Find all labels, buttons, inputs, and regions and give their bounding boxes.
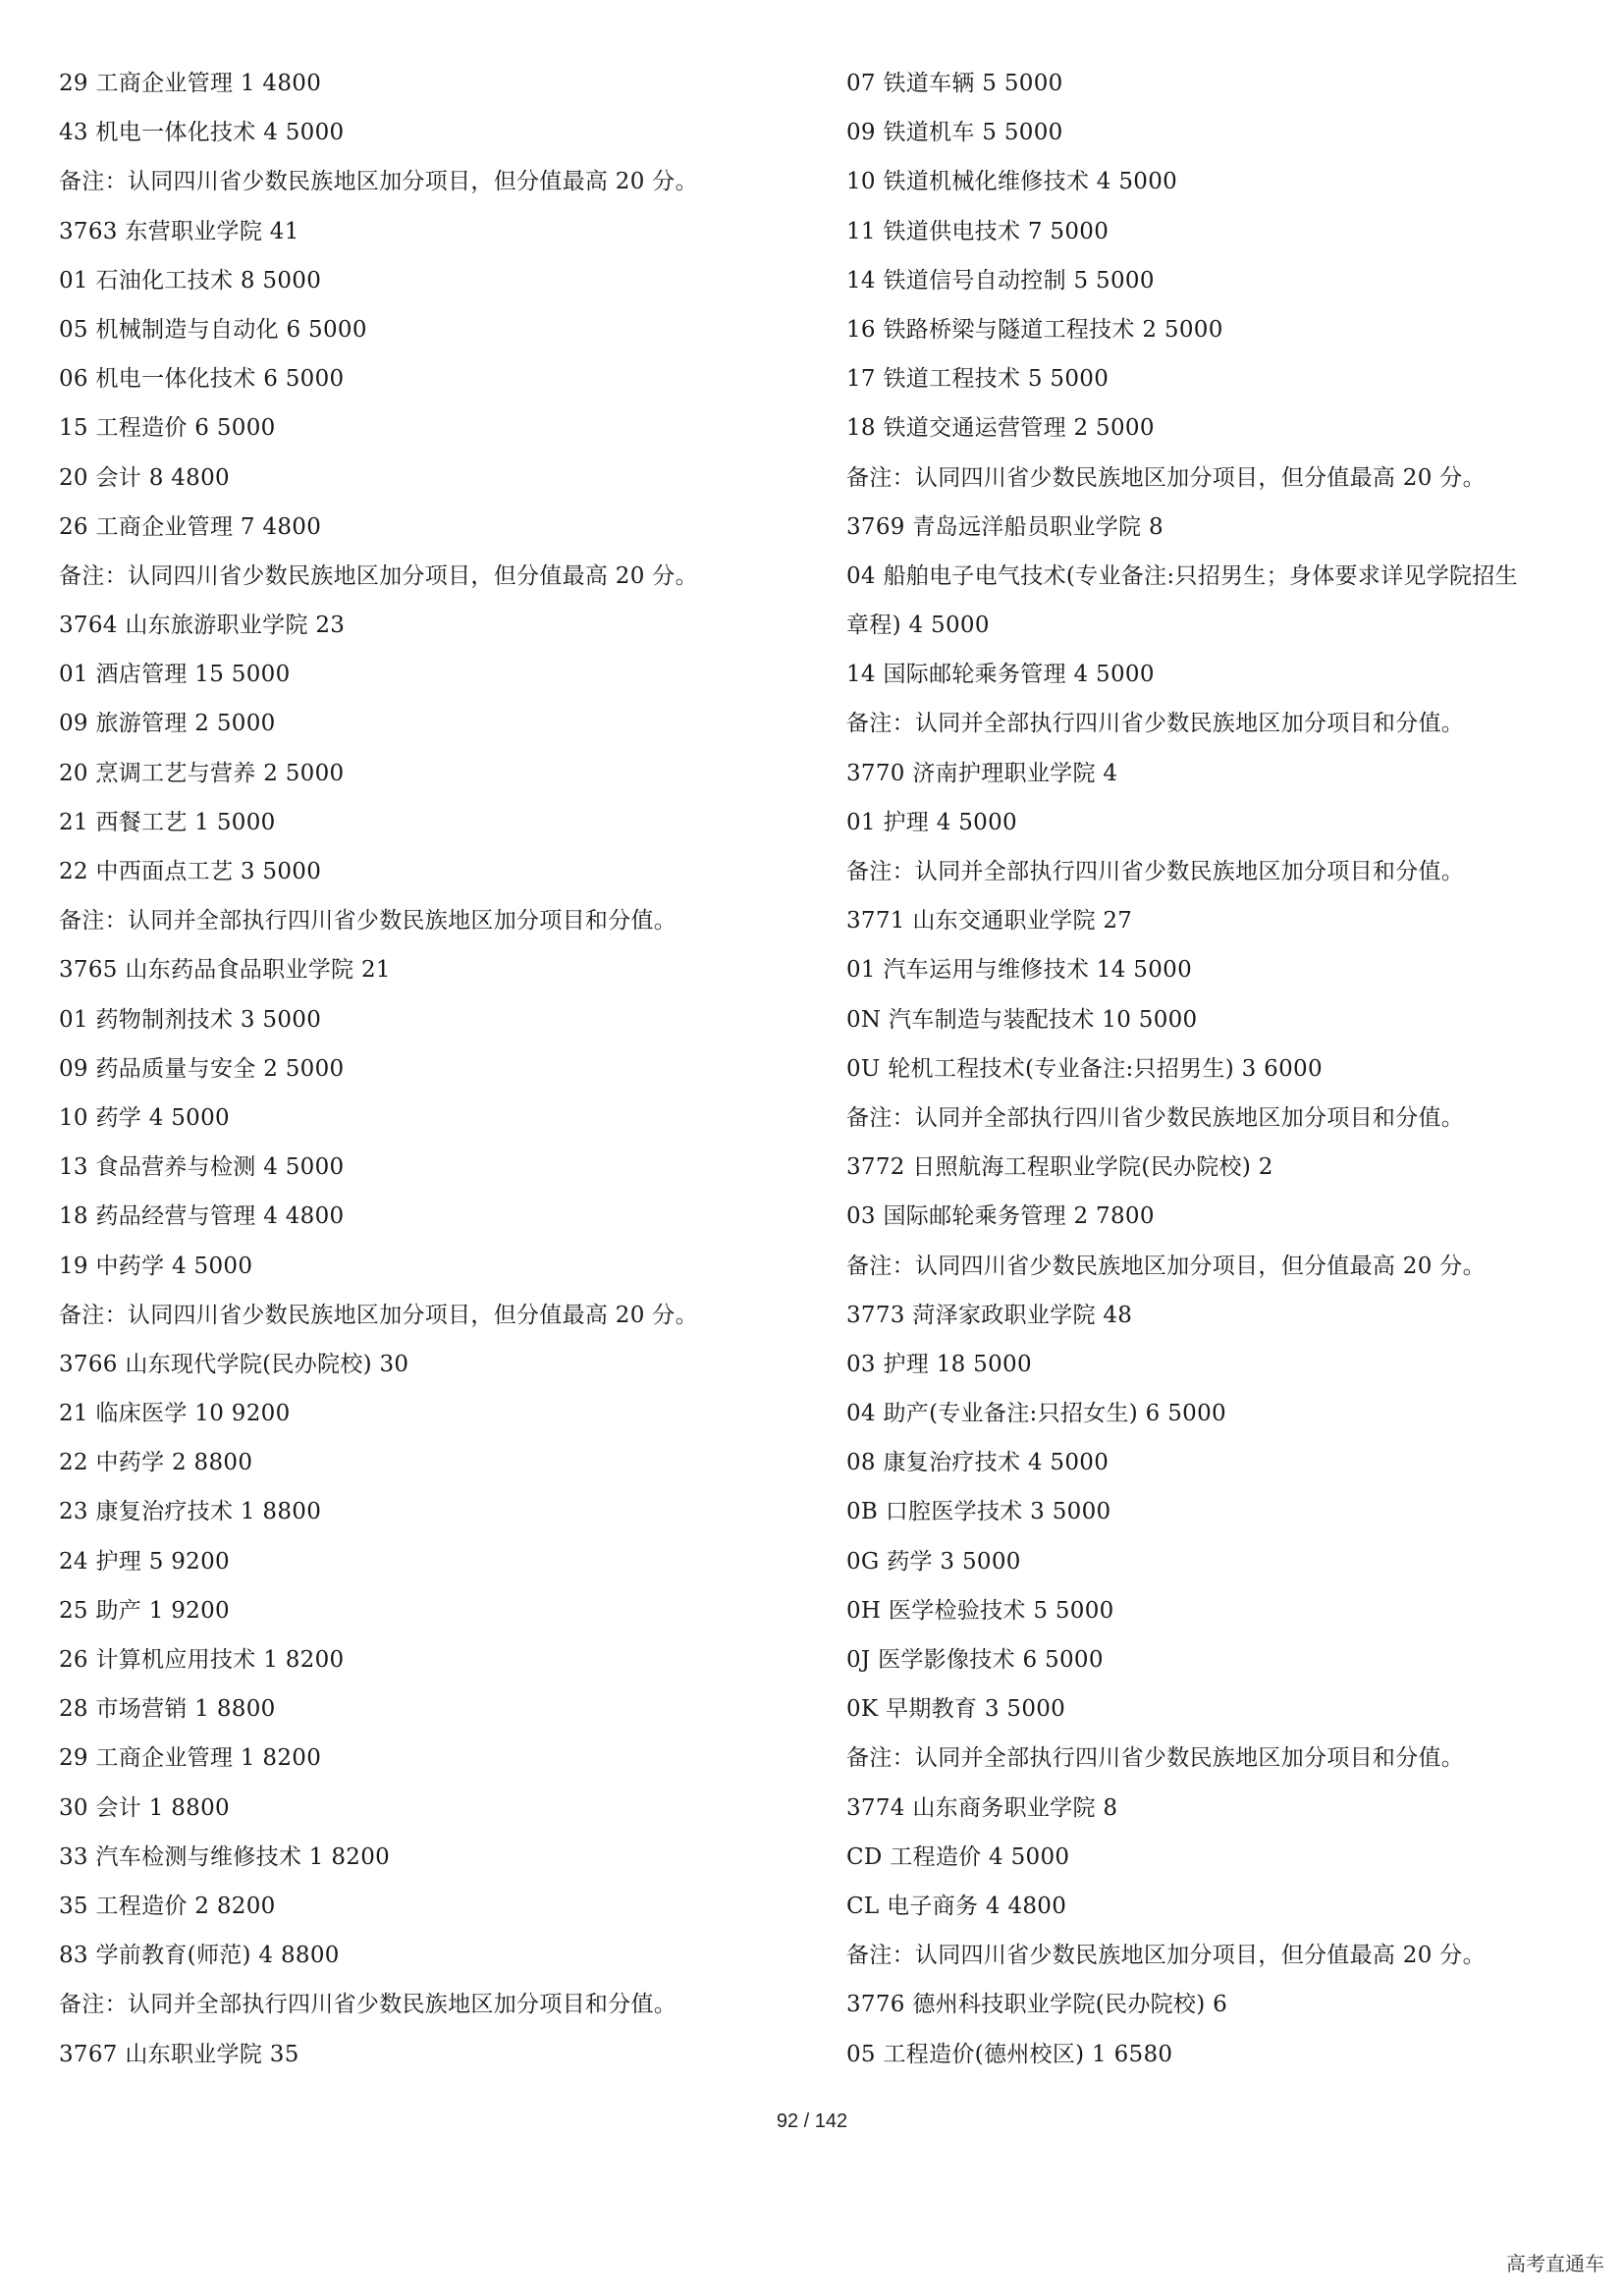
text-line: 04 船舶电子电气技术(专业备注:只招男生；身体要求详见学院招生	[846, 562, 1518, 589]
text-line: 28 市场营销 1 8800	[59, 1696, 276, 1723]
text-line: 09 铁道机车 5 5000	[846, 120, 1063, 146]
text-line: 20 烹调工艺与营养 2 5000	[59, 760, 345, 786]
text-line: 18 铁道交通运营管理 2 5000	[846, 415, 1155, 442]
text-line: 备注：认同四川省少数民族地区加分项目，但分值最高 20 分。	[846, 1943, 1486, 1969]
text-line: 21 西餐工艺 1 5000	[59, 809, 276, 835]
text-line: 20 会计 8 4800	[59, 464, 230, 491]
watermark-text: 高考直通车	[1506, 2254, 1604, 2275]
text-line: 01 酒店管理 15 5000	[59, 662, 291, 688]
text-line: 23 康复治疗技术 1 8800	[59, 1499, 322, 1525]
text-line: 备注：认同并全部执行四川省少数民族地区加分项目和分值。	[846, 711, 1465, 737]
text-line: 备注：认同并全部执行四川省少数民族地区加分项目和分值。	[846, 859, 1465, 884]
text-line: 备注：认同四川省少数民族地区加分项目，但分值最高 20 分。	[846, 464, 1486, 491]
text-line: 0H 医学检验技术 5 5000	[846, 1597, 1114, 1624]
text-line: 03 国际邮轮乘务管理 2 7800	[846, 1203, 1155, 1230]
right-column	[846, 59, 1593, 2079]
text-line: 0N 汽车制造与装配技术 10 5000	[846, 1006, 1198, 1033]
text-line: 11 铁道供电技术 7 5000	[846, 218, 1110, 244]
text-line: 17 铁道工程技术 5 5000	[846, 366, 1110, 393]
text-line: 33 汽车检测与维修技术 1 8200	[59, 1843, 391, 1870]
text-line: 3763 东营职业学院 41	[59, 218, 299, 244]
text-line: 30 会计 1 8800	[59, 1794, 230, 1821]
text-line: 04 助产(专业备注:只招女生) 6 5000	[846, 1401, 1226, 1427]
text-line: 备注：认同并全部执行四川省少数民族地区加分项目和分值。	[846, 1745, 1465, 1772]
text-line: 01 药物制剂技术 3 5000	[59, 1006, 322, 1033]
text-line: 01 护理 4 5000	[846, 809, 1017, 835]
text-line: 0U 轮机工程技术(专业备注:只招男生) 3 6000	[846, 1055, 1323, 1082]
text-line: 29 工商企业管理 1 8200	[59, 1745, 322, 1772]
text-line: 26 计算机应用技术 1 8200	[59, 1647, 345, 1673]
text-line: 21 临床医学 10 9200	[59, 1401, 291, 1427]
text-line: 10 铁道机械化维修技术 4 5000	[846, 169, 1178, 195]
text-line: 08 康复治疗技术 4 5000	[846, 1450, 1110, 1476]
text-line: 14 铁道信号自动控制 5 5000	[846, 267, 1155, 294]
text-line: 29 工商企业管理 1 4800	[59, 71, 322, 96]
text-line: 14 国际邮轮乘务管理 4 5000	[846, 662, 1155, 688]
text-line: 01 石油化工技术 8 5000	[59, 267, 322, 294]
text-line: 22 中药学 2 8800	[59, 1450, 253, 1476]
text-line: CD 工程造价 4 5000	[846, 1843, 1070, 1870]
text-line: 3773 菏泽家政职业学院 48	[846, 1302, 1133, 1328]
text-line: 3764 山东旅游职业学院 23	[59, 613, 346, 639]
text-line: 15 工程造价 6 5000	[59, 415, 276, 442]
text-line: 备注：认同四川省少数民族地区加分项目，但分值最高 20 分。	[59, 169, 698, 195]
text-line: 35 工程造价 2 8200	[59, 1893, 276, 1919]
text-line: 05 工程造价(德州校区) 1 6580	[846, 2041, 1173, 2067]
text-line: 03 护理 18 5000	[846, 1351, 1032, 1377]
text-line: 18 药品经营与管理 4 4800	[59, 1203, 345, 1230]
text-line: 19 中药学 4 5000	[59, 1253, 253, 1279]
text-line: 0J 医学影像技术 6 5000	[846, 1647, 1104, 1673]
text-line: 10 药学 4 5000	[59, 1104, 230, 1131]
text-line: CL 电子商务 4 4800	[846, 1893, 1067, 1919]
left-column	[59, 59, 805, 2079]
text-line: 01 汽车运用与维修技术 14 5000	[846, 957, 1192, 984]
text-line: 24 护理 5 9200	[59, 1548, 230, 1575]
text-line: 备注：认同四川省少数民族地区加分项目，但分值最高 20 分。	[846, 1253, 1486, 1279]
text-line: 3772 日照航海工程职业学院(民办院校) 2	[846, 1154, 1273, 1181]
text-line: 26 工商企业管理 7 4800	[59, 513, 322, 540]
text-line: 0B 口腔医学技术 3 5000	[846, 1499, 1111, 1525]
text-line: 3765 山东药品食品职业学院 21	[59, 957, 391, 984]
text-line: 3774 山东商务职业学院 8	[846, 1794, 1118, 1821]
text-line: 3766 山东现代学院(民办院校) 30	[59, 1351, 409, 1377]
text-line: 13 食品营养与检测 4 5000	[59, 1154, 345, 1181]
page-number: 92 / 142	[776, 2110, 848, 2132]
text-line: 05 机械制造与自动化 6 5000	[59, 316, 367, 343]
text-line: 章程) 4 5000	[846, 613, 990, 639]
text-line: 09 旅游管理 2 5000	[59, 711, 276, 737]
text-line: 09 药品质量与安全 2 5000	[59, 1055, 345, 1082]
text-line: 83 学前教育(师范) 4 8800	[59, 1943, 340, 1969]
text-line: 备注：认同四川省少数民族地区加分项目，但分值最高 20 分。	[59, 562, 698, 589]
text-line: 25 助产 1 9200	[59, 1597, 230, 1624]
text-line: 43 机电一体化技术 4 5000	[59, 120, 345, 146]
text-line: 16 铁路桥梁与隧道工程技术 2 5000	[846, 316, 1223, 343]
text-line: 0K 早期教育 3 5000	[846, 1696, 1066, 1723]
text-line: 22 中西面点工艺 3 5000	[59, 859, 322, 884]
text-line: 3769 青岛远洋船员职业学院 8	[846, 513, 1164, 540]
text-line: 备注：认同并全部执行四川省少数民族地区加分项目和分值。	[59, 1992, 677, 2018]
text-line: 3770 济南护理职业学院 4	[846, 760, 1118, 786]
text-line: 3776 德州科技职业学院(民办院校) 6	[846, 1992, 1228, 2018]
text-line: 备注：认同四川省少数民族地区加分项目，但分值最高 20 分。	[59, 1302, 698, 1328]
text-line: 0G 药学 3 5000	[846, 1548, 1021, 1575]
text-line: 07 铁道车辆 5 5000	[846, 71, 1063, 96]
text-line: 06 机电一体化技术 6 5000	[59, 366, 345, 393]
text-line: 备注：认同并全部执行四川省少数民族地区加分项目和分值。	[59, 908, 677, 934]
text-line: 备注：认同并全部执行四川省少数民族地区加分项目和分值。	[846, 1104, 1465, 1131]
text-line: 3771 山东交通职业学院 27	[846, 908, 1133, 934]
text-line: 3767 山东职业学院 35	[59, 2041, 299, 2067]
